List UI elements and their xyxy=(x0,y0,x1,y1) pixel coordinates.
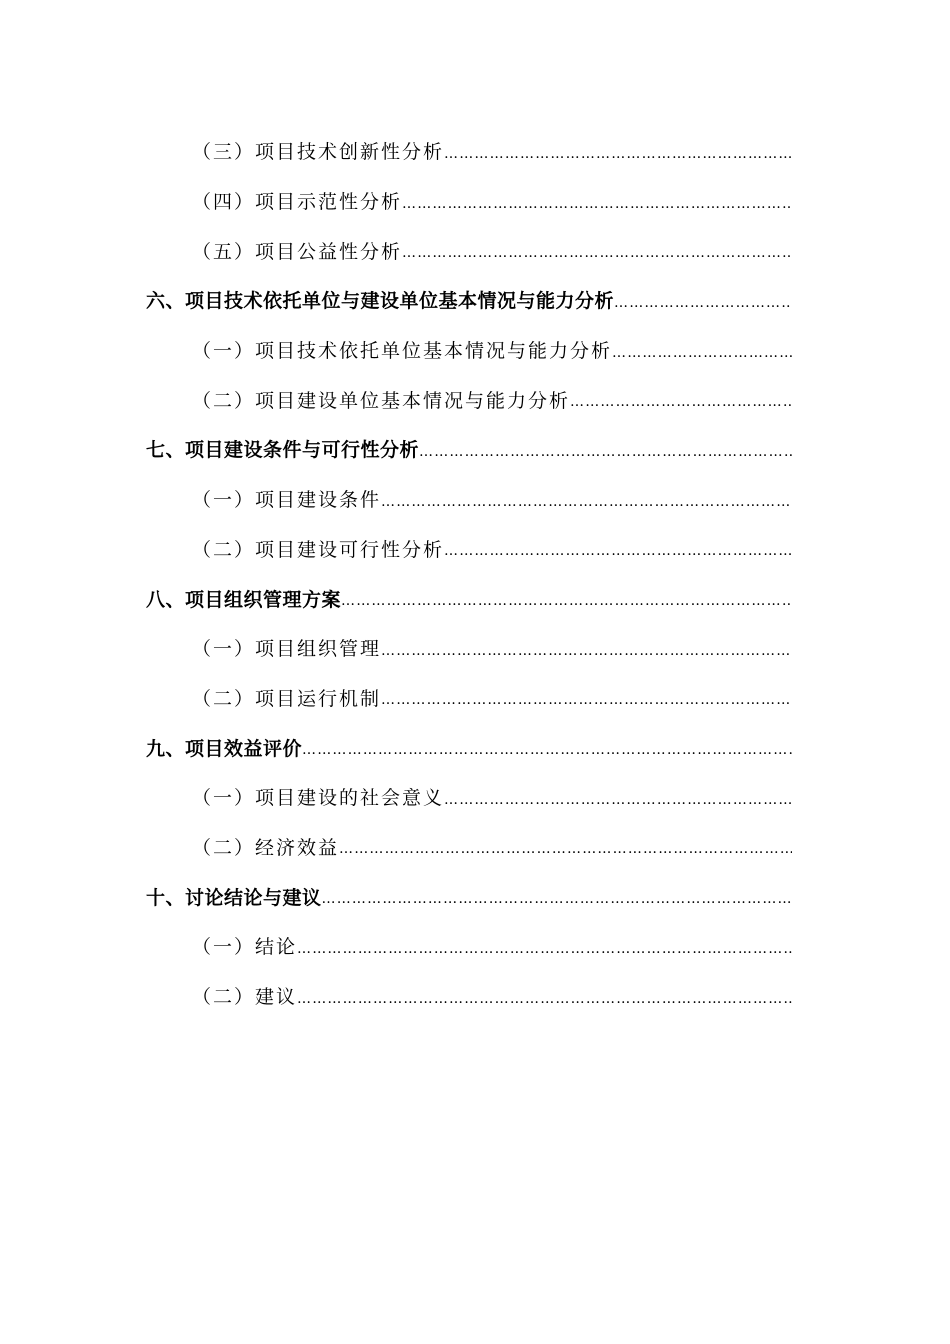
toc-entry[interactable] xyxy=(0,971,950,1021)
toc-entry-label: （三）项目技术创新性分析 xyxy=(192,141,445,164)
toc-entry-label: （五）项目公益性分析 xyxy=(192,240,403,263)
toc-leader-dots xyxy=(444,141,792,161)
toc-leader-dots xyxy=(612,340,792,360)
toc-chapter-label: 六、项目技术依托单位与建设单位基本情况与能力分析 xyxy=(146,290,615,313)
toc-leader-dots xyxy=(302,737,792,757)
table-of-contents xyxy=(0,126,950,1020)
toc-entry[interactable] xyxy=(0,325,950,375)
toc-chapter-entry[interactable] xyxy=(0,871,950,921)
toc-chapter-label: 八、项目组织管理方案 xyxy=(146,588,342,611)
toc-leader-dots xyxy=(297,986,792,1006)
toc-entry[interactable] xyxy=(0,474,950,524)
toc-entry[interactable] xyxy=(0,822,950,872)
toc-leader-dots xyxy=(341,588,792,608)
toc-entry[interactable] xyxy=(0,921,950,971)
toc-chapter-entry[interactable] xyxy=(0,722,950,772)
toc-leader-dots xyxy=(402,191,792,211)
toc-leader-dots xyxy=(419,439,792,459)
toc-entry-label: （一）项目技术依托单位基本情况与能力分析 xyxy=(192,340,613,363)
toc-entry[interactable] xyxy=(0,623,950,673)
toc-entry-label: （二）建议 xyxy=(192,986,298,1009)
toc-entry-label: （一）项目建设的社会意义 xyxy=(192,787,445,810)
toc-entry[interactable] xyxy=(0,176,950,226)
toc-entry-label: （一）结论 xyxy=(192,936,298,959)
toc-leader-dots xyxy=(381,489,792,509)
toc-chapter-label: 九、项目效益评价 xyxy=(146,737,303,760)
toc-entry[interactable] xyxy=(0,673,950,723)
toc-entry[interactable] xyxy=(0,772,950,822)
toc-chapter-entry[interactable] xyxy=(0,424,950,474)
toc-chapter-label: 七、项目建设条件与可行性分析 xyxy=(146,439,420,462)
toc-chapter-entry[interactable] xyxy=(0,275,950,325)
toc-leader-dots xyxy=(297,936,792,956)
toc-entry[interactable] xyxy=(0,126,950,176)
toc-entry-label: （二）项目运行机制 xyxy=(192,687,382,710)
toc-entry-label: （一）项目组织管理 xyxy=(192,638,382,661)
toc-entry[interactable] xyxy=(0,225,950,275)
toc-chapter-entry[interactable] xyxy=(0,573,950,623)
toc-entry[interactable] xyxy=(0,524,950,574)
toc-entry-label: （一）项目建设条件 xyxy=(192,489,382,512)
toc-leader-dots xyxy=(570,389,792,409)
toc-entry[interactable] xyxy=(0,374,950,424)
toc-entry-label: （二）项目建设单位基本情况与能力分析 xyxy=(192,389,571,412)
toc-leader-dots xyxy=(614,290,792,310)
toc-entry-label: （二）项目建设可行性分析 xyxy=(192,538,445,561)
toc-leader-dots xyxy=(381,687,792,707)
toc-leader-dots xyxy=(402,240,792,260)
toc-entry-label: （四）项目示范性分析 xyxy=(192,191,403,214)
toc-leader-dots xyxy=(339,836,792,856)
toc-leader-dots xyxy=(322,886,792,906)
toc-leader-dots xyxy=(381,638,792,658)
toc-chapter-label: 十、讨论结论与建议 xyxy=(146,886,322,909)
toc-leader-dots xyxy=(444,538,792,558)
toc-entry-label: （二）经济效益 xyxy=(192,836,340,859)
toc-leader-dots xyxy=(444,787,792,807)
